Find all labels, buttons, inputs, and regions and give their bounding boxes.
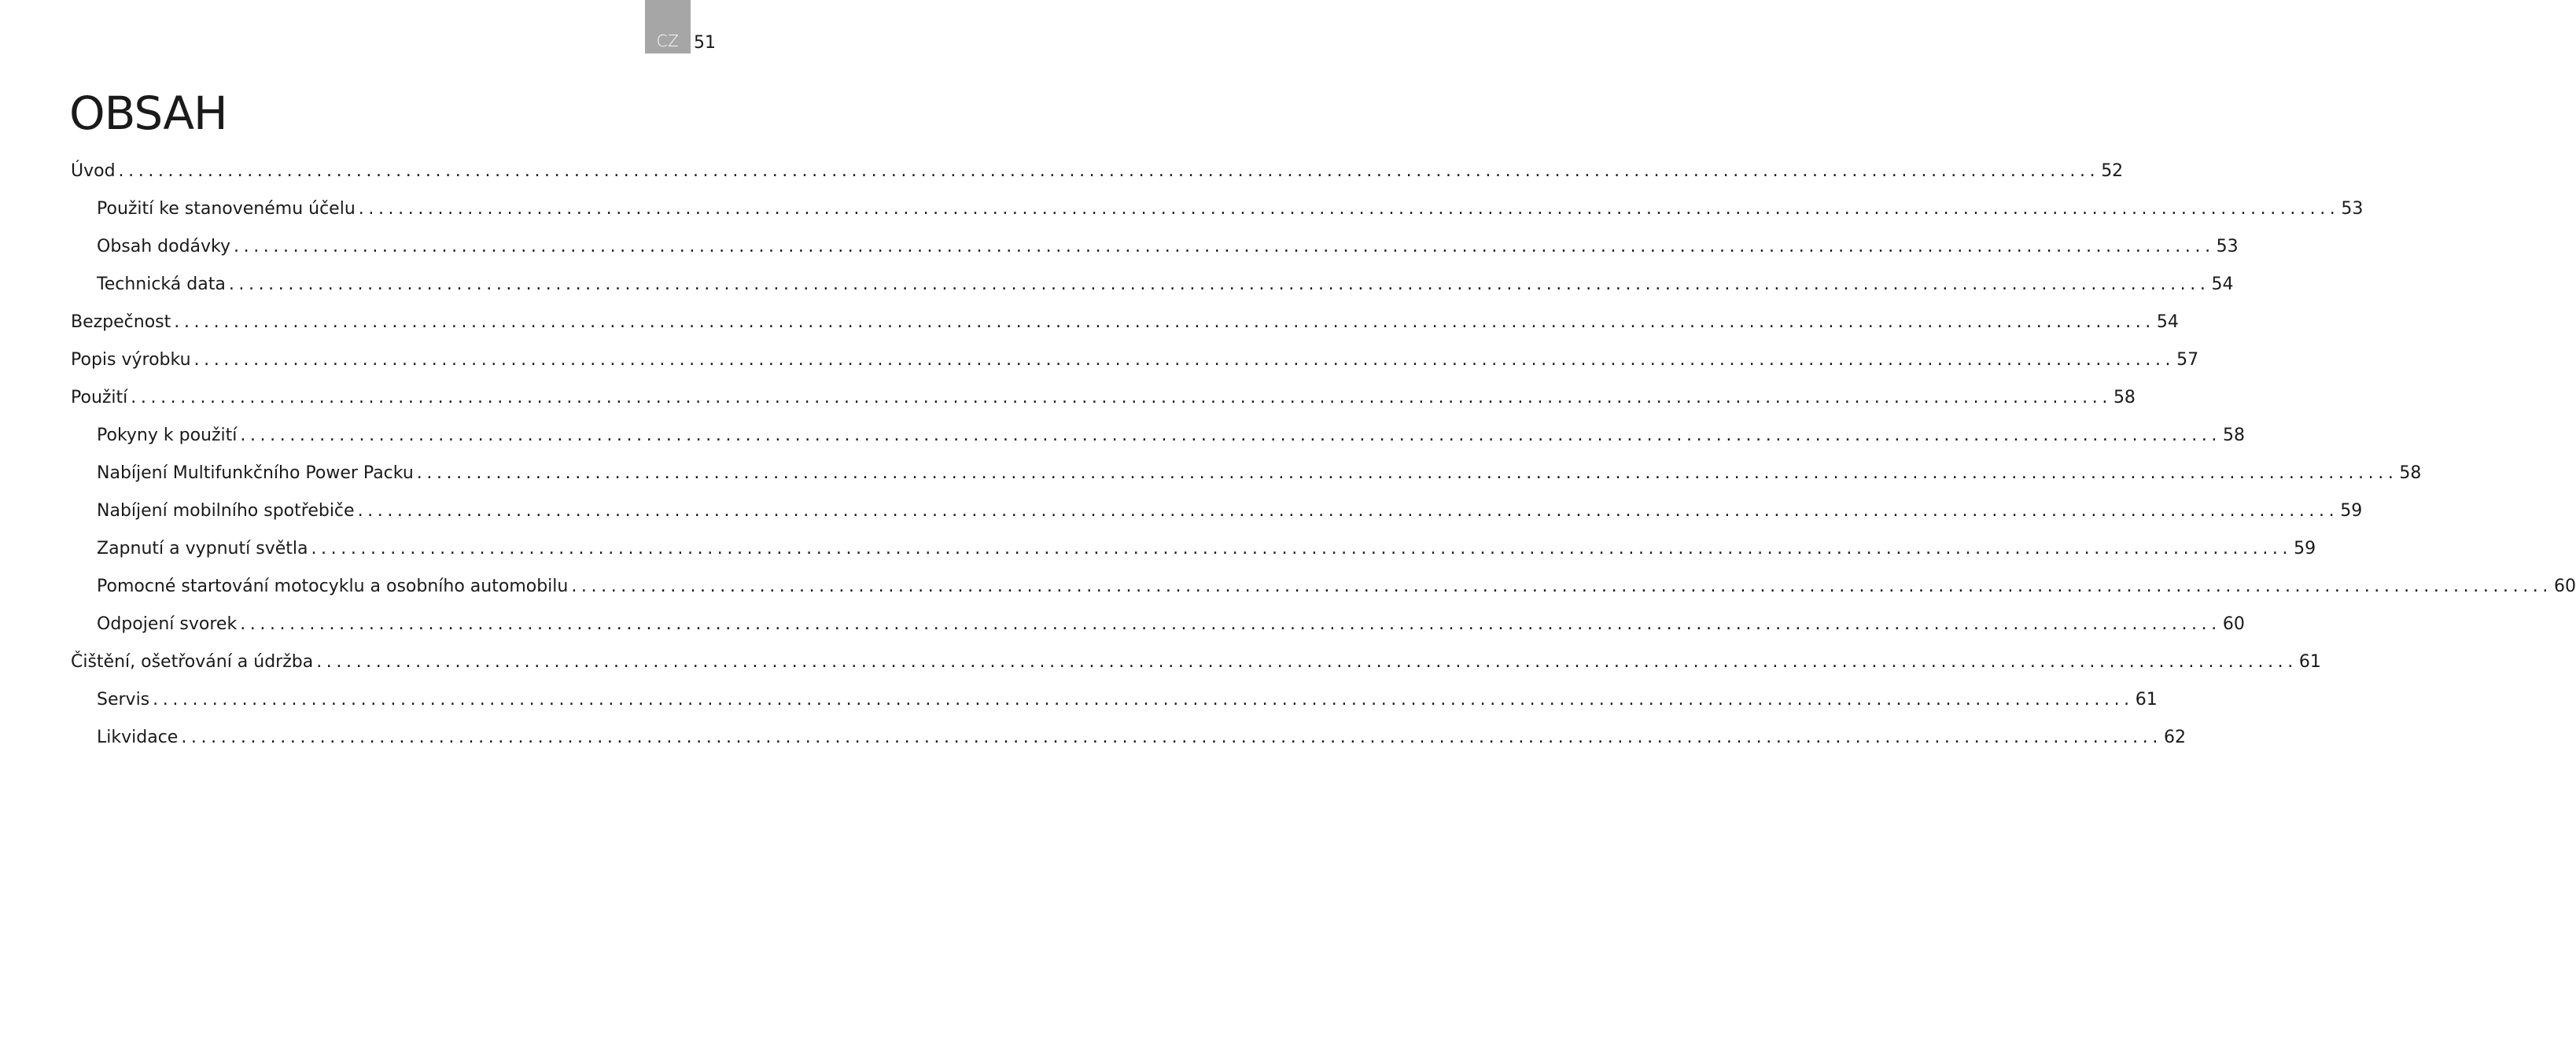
toc-entry[interactable] xyxy=(71,417,2246,455)
toc-entry[interactable] xyxy=(71,190,2364,228)
toc-entry-page: 58 xyxy=(2399,463,2422,483)
toc-entry[interactable] xyxy=(71,379,2136,417)
toc-entry-label: Čištění, ošetřování a údržba xyxy=(71,652,314,672)
language-tab-label: CZ xyxy=(656,31,680,50)
toc-leader-dots: ........................................................................................................................................................................................................ xyxy=(240,614,2221,634)
toc-entry-page: 53 xyxy=(2341,199,2364,219)
toc-leader-dots: ........................................................................................................................................................................................................ xyxy=(357,501,2339,521)
toc-leader-dots: ........................................................................................................................................................................................................ xyxy=(358,199,2340,219)
toc-leader-dots: ........................................................................................................................................................................................................ xyxy=(416,463,2398,483)
toc-entry[interactable] xyxy=(71,606,2245,643)
toc-leader-dots: ........................................................................................................................................................................................................ xyxy=(118,161,2100,181)
page-number: 51 xyxy=(694,33,716,53)
toc-leader-dots: ........................................................................................................................................................................................................ xyxy=(571,577,2552,596)
toc-entry[interactable] xyxy=(71,266,2234,304)
toc-entry-label: Technická data xyxy=(97,275,226,294)
toc-entry[interactable] xyxy=(71,719,2186,757)
toc-entry[interactable] xyxy=(71,681,2158,719)
toc-leader-dots: ........................................................................................................................................................................................................ xyxy=(181,728,2162,747)
toc-leader-dots: ........................................................................................................................................................................................................ xyxy=(311,539,2293,558)
toc-entry[interactable] xyxy=(71,568,2576,606)
toc-entry-page: 59 xyxy=(2294,539,2316,558)
page-title: OBSAH xyxy=(69,87,227,140)
toc-entry-page: 54 xyxy=(2211,275,2234,294)
toc-entry-page: 57 xyxy=(2176,350,2199,370)
toc-entry-page: 58 xyxy=(2113,388,2136,407)
toc-leader-dots: ........................................................................................................................................................................................................ xyxy=(193,350,2176,370)
toc-entry-label: Obsah dodávky xyxy=(97,237,231,256)
toc-leader-dots: ........................................................................................................................................................................................................ xyxy=(153,690,2134,710)
toc-leader-dots: ........................................................................................................................................................................................................ xyxy=(240,426,2222,445)
toc-leader-dots: ........................................................................................................................................................................................................ xyxy=(228,275,2210,294)
toc-entry-page: 60 xyxy=(2553,577,2576,596)
toc-entry-label: Pokyny k použití xyxy=(97,426,238,445)
toc-entry[interactable] xyxy=(71,228,2239,266)
toc-entry[interactable] xyxy=(71,492,2363,530)
toc-entry[interactable] xyxy=(71,455,2422,492)
toc-entry-label: Zapnutí a vypnutí světla xyxy=(97,539,308,558)
toc-entry-page: 58 xyxy=(2223,426,2246,445)
toc-entry-page: 59 xyxy=(2340,501,2363,521)
toc-entry[interactable] xyxy=(71,530,2316,568)
toc-leader-dots: ........................................................................................................................................................................................................ xyxy=(131,388,2112,407)
toc-entry[interactable] xyxy=(71,643,2321,681)
toc-entry-page: 61 xyxy=(2135,690,2158,710)
table-of-contents xyxy=(71,153,2576,757)
toc-entry-label: Použití xyxy=(71,388,128,407)
toc-entry-page: 52 xyxy=(2101,161,2124,181)
toc-entry-label: Nabíjení Multifunkčního Power Packu xyxy=(97,463,414,483)
toc-entry-page: 62 xyxy=(2163,728,2186,747)
toc-entry-label: Úvod xyxy=(71,161,116,181)
toc-entry-label: Nabíjení mobilního spotřebiče xyxy=(97,501,355,521)
toc-entry-label: Použití ke stanovenému účelu xyxy=(97,199,356,219)
toc-entry-page: 53 xyxy=(2216,237,2239,256)
toc-leader-dots: ........................................................................................................................................................................................................ xyxy=(234,237,2215,256)
toc-entry-label: Servis xyxy=(97,690,150,710)
toc-leader-dots: ........................................................................................................................................................................................................ xyxy=(174,312,2155,332)
language-tab xyxy=(645,0,691,53)
toc-entry-page: 60 xyxy=(2222,614,2245,634)
toc-entry-label: Likvidace xyxy=(97,728,179,747)
toc-entry-label: Pomocné startování motocyklu a osobního automobilu xyxy=(97,577,569,596)
toc-entry-label: Bezpečnost xyxy=(71,312,171,332)
toc-entry[interactable] xyxy=(71,304,2179,341)
toc-entry-page: 61 xyxy=(2298,652,2321,672)
toc-entry[interactable] xyxy=(71,341,2199,379)
toc-entry[interactable] xyxy=(71,153,2124,190)
toc-leader-dots: ........................................................................................................................................................................................................ xyxy=(316,652,2298,672)
toc-entry-label: Odpojení svorek xyxy=(97,614,238,634)
toc-entry-label: Popis výrobku xyxy=(71,350,191,370)
toc-entry-page: 54 xyxy=(2156,312,2179,332)
